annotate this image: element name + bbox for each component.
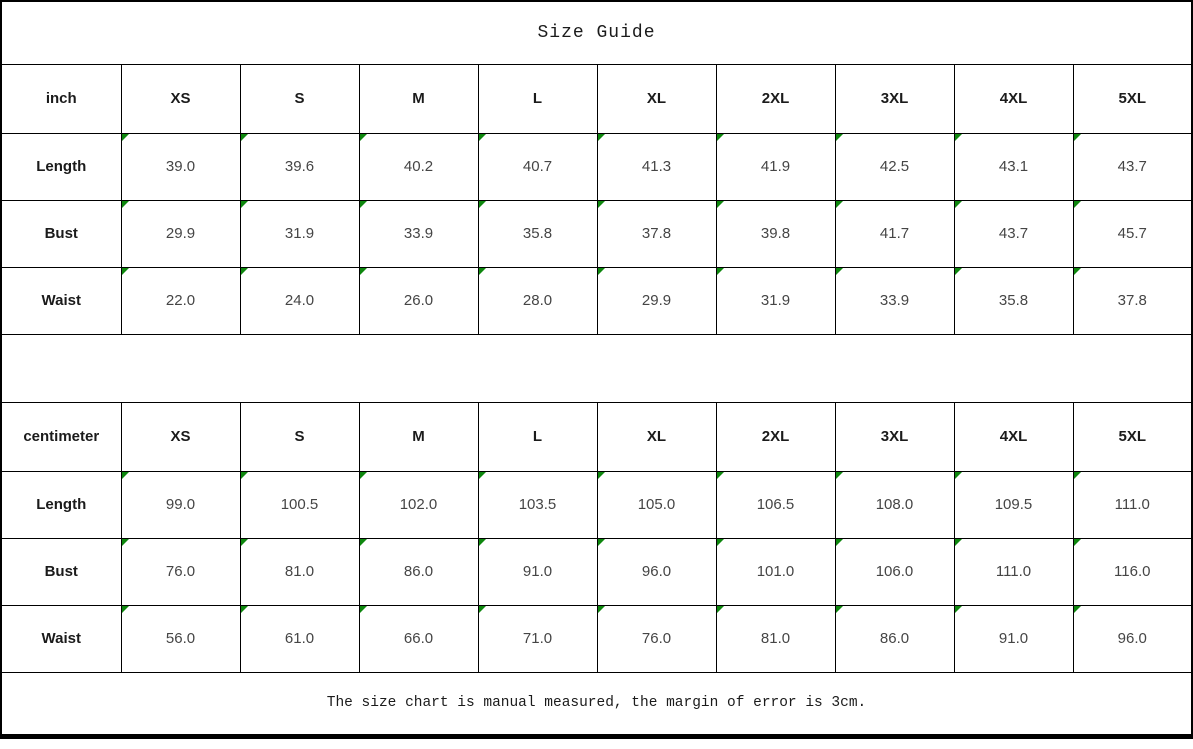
measurement-value-cell: 37.8	[597, 200, 716, 267]
green-corner-flag-icon	[241, 539, 248, 546]
measurement-value-cell: 40.7	[478, 133, 597, 200]
green-corner-flag-icon	[122, 606, 129, 613]
measurement-value-cell: 66.0	[359, 605, 478, 672]
size-header-cell: XL	[597, 402, 716, 471]
green-corner-flag-icon	[479, 606, 486, 613]
green-corner-flag-icon	[955, 134, 962, 141]
green-corner-flag-icon	[955, 606, 962, 613]
green-corner-flag-icon	[122, 472, 129, 479]
measurement-value-cell: 56.0	[121, 605, 240, 672]
measurement-label-cell: Bust	[1, 200, 121, 267]
size-header-cell: 2XL	[716, 402, 835, 471]
unit-header-cell: inch	[1, 64, 121, 133]
green-corner-flag-icon	[717, 134, 724, 141]
measurement-value-cell: 33.9	[835, 267, 954, 334]
green-corner-flag-icon	[598, 606, 605, 613]
size-header-cell: 2XL	[716, 64, 835, 133]
green-corner-flag-icon	[836, 201, 843, 208]
size-header-cell: 5XL	[1073, 402, 1192, 471]
size-header-cell: 3XL	[835, 402, 954, 471]
measurement-value-cell: 29.9	[597, 267, 716, 334]
measurement-value-cell: 81.0	[240, 538, 359, 605]
green-corner-flag-icon	[598, 201, 605, 208]
title-row	[1, 1, 1192, 64]
size-header-cell: 5XL	[1073, 64, 1192, 133]
measurement-value-cell: 31.9	[716, 267, 835, 334]
footnote-row	[1, 672, 1192, 736]
green-corner-flag-icon	[241, 134, 248, 141]
page-title: Size Guide	[1, 1, 1192, 64]
size-header-cell: M	[359, 402, 478, 471]
size-guide-table-body	[1, 1, 1192, 736]
measurement-row	[1, 200, 1192, 267]
measurement-value-cell: 81.0	[716, 605, 835, 672]
measurement-value-cell: 26.0	[359, 267, 478, 334]
green-corner-flag-icon	[955, 472, 962, 479]
green-corner-flag-icon	[479, 134, 486, 141]
green-corner-flag-icon	[598, 268, 605, 275]
green-corner-flag-icon	[1074, 606, 1081, 613]
measurement-label-cell: Length	[1, 471, 121, 538]
measurement-label-cell: Bust	[1, 538, 121, 605]
measurement-value-cell: 86.0	[359, 538, 478, 605]
green-corner-flag-icon	[598, 134, 605, 141]
measurement-value-cell: 39.8	[716, 200, 835, 267]
measurement-value-cell: 40.2	[359, 133, 478, 200]
green-corner-flag-icon	[360, 606, 367, 613]
measurement-value-cell: 39.0	[121, 133, 240, 200]
measurement-value-cell: 106.0	[835, 538, 954, 605]
green-corner-flag-icon	[955, 201, 962, 208]
measurement-value-cell: 41.7	[835, 200, 954, 267]
green-corner-flag-icon	[122, 134, 129, 141]
green-corner-flag-icon	[1074, 134, 1081, 141]
size-header-cell: 4XL	[954, 402, 1073, 471]
measurement-label-cell: Waist	[1, 267, 121, 334]
green-corner-flag-icon	[360, 268, 367, 275]
green-corner-flag-icon	[360, 201, 367, 208]
green-corner-flag-icon	[717, 201, 724, 208]
size-header-cell: L	[478, 64, 597, 133]
measurement-value-cell: 111.0	[954, 538, 1073, 605]
measurement-value-cell: 31.9	[240, 200, 359, 267]
green-corner-flag-icon	[360, 134, 367, 141]
size-header-cell: L	[478, 402, 597, 471]
green-corner-flag-icon	[241, 268, 248, 275]
measurement-value-cell: 91.0	[954, 605, 1073, 672]
measurement-value-cell: 61.0	[240, 605, 359, 672]
measurement-value-cell: 43.7	[1073, 133, 1192, 200]
green-corner-flag-icon	[1074, 268, 1081, 275]
measurement-value-cell: 33.9	[359, 200, 478, 267]
size-header-cell: M	[359, 64, 478, 133]
measurement-value-cell: 91.0	[478, 538, 597, 605]
measurement-row	[1, 605, 1192, 672]
green-corner-flag-icon	[717, 539, 724, 546]
measurement-label-cell: Waist	[1, 605, 121, 672]
green-corner-flag-icon	[955, 268, 962, 275]
green-corner-flag-icon	[1074, 472, 1081, 479]
measurement-row	[1, 471, 1192, 538]
measurement-value-cell: 102.0	[359, 471, 478, 538]
measurement-value-cell: 37.8	[1073, 267, 1192, 334]
green-corner-flag-icon	[955, 539, 962, 546]
size-header-cell: 4XL	[954, 64, 1073, 133]
green-corner-flag-icon	[360, 539, 367, 546]
measurement-value-cell: 35.8	[954, 267, 1073, 334]
green-corner-flag-icon	[479, 539, 486, 546]
measurement-value-cell: 108.0	[835, 471, 954, 538]
measurement-value-cell: 106.5	[716, 471, 835, 538]
green-corner-flag-icon	[122, 268, 129, 275]
green-corner-flag-icon	[836, 539, 843, 546]
measurement-value-cell: 109.5	[954, 471, 1073, 538]
measurement-row	[1, 133, 1192, 200]
measurement-value-cell: 28.0	[478, 267, 597, 334]
measurement-value-cell: 71.0	[478, 605, 597, 672]
size-header-cell: XS	[121, 64, 240, 133]
green-corner-flag-icon	[836, 472, 843, 479]
size-header-cell: 3XL	[835, 64, 954, 133]
measurement-value-cell: 76.0	[597, 605, 716, 672]
green-corner-flag-icon	[122, 539, 129, 546]
green-corner-flag-icon	[717, 606, 724, 613]
spacer-cell	[1, 334, 1192, 402]
size-header-cell: S	[240, 64, 359, 133]
green-corner-flag-icon	[836, 134, 843, 141]
measurement-value-cell: 96.0	[597, 538, 716, 605]
spacer-row	[1, 334, 1192, 402]
unit-header-cell: centimeter	[1, 402, 121, 471]
green-corner-flag-icon	[836, 606, 843, 613]
green-corner-flag-icon	[1074, 539, 1081, 546]
size-header-cell: S	[240, 402, 359, 471]
measurement-row	[1, 267, 1192, 334]
green-corner-flag-icon	[1074, 201, 1081, 208]
green-corner-flag-icon	[241, 201, 248, 208]
measurement-value-cell: 103.5	[478, 471, 597, 538]
measurement-value-cell: 76.0	[121, 538, 240, 605]
measurement-value-cell: 96.0	[1073, 605, 1192, 672]
measurement-value-cell: 43.1	[954, 133, 1073, 200]
green-corner-flag-icon	[836, 268, 843, 275]
green-corner-flag-icon	[598, 472, 605, 479]
green-corner-flag-icon	[598, 539, 605, 546]
measurement-value-cell: 105.0	[597, 471, 716, 538]
measurement-value-cell: 22.0	[121, 267, 240, 334]
measurement-value-cell: 39.6	[240, 133, 359, 200]
measurement-value-cell: 99.0	[121, 471, 240, 538]
green-corner-flag-icon	[241, 606, 248, 613]
measurement-value-cell: 86.0	[835, 605, 954, 672]
green-corner-flag-icon	[479, 268, 486, 275]
measurement-value-cell: 35.8	[478, 200, 597, 267]
green-corner-flag-icon	[717, 472, 724, 479]
measurement-value-cell: 24.0	[240, 267, 359, 334]
measurement-value-cell: 45.7	[1073, 200, 1192, 267]
footnote-text: The size chart is manual measured, the margin of error is 3cm.	[1, 672, 1192, 736]
green-corner-flag-icon	[479, 472, 486, 479]
measurement-label-cell: Length	[1, 133, 121, 200]
size-header-cell: XL	[597, 64, 716, 133]
measurement-value-cell: 116.0	[1073, 538, 1192, 605]
measurement-value-cell: 111.0	[1073, 471, 1192, 538]
unit-header-row-inch	[1, 64, 1192, 133]
measurement-value-cell: 29.9	[121, 200, 240, 267]
size-header-cell: XS	[121, 402, 240, 471]
measurement-value-cell: 42.5	[835, 133, 954, 200]
measurement-value-cell: 100.5	[240, 471, 359, 538]
green-corner-flag-icon	[122, 201, 129, 208]
measurement-value-cell: 41.3	[597, 133, 716, 200]
green-corner-flag-icon	[360, 472, 367, 479]
measurement-value-cell: 43.7	[954, 200, 1073, 267]
green-corner-flag-icon	[717, 268, 724, 275]
green-corner-flag-icon	[479, 201, 486, 208]
measurement-row	[1, 538, 1192, 605]
measurement-value-cell: 101.0	[716, 538, 835, 605]
unit-header-row-centimeter	[1, 402, 1192, 471]
measurement-value-cell: 41.9	[716, 133, 835, 200]
green-corner-flag-icon	[241, 472, 248, 479]
